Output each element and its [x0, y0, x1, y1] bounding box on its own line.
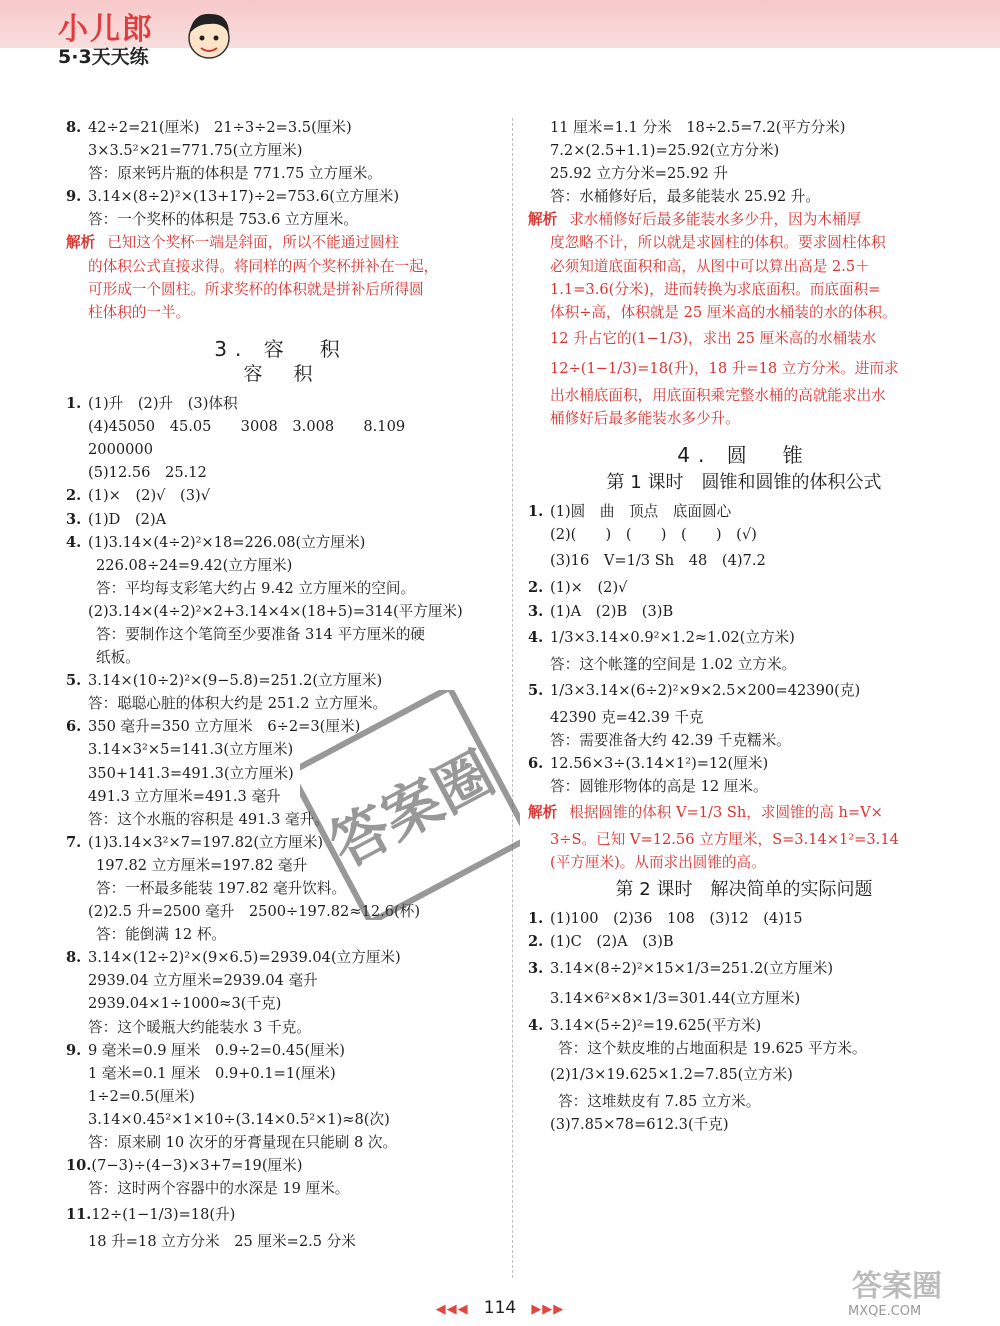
answer-line: [528, 162, 960, 185]
answer-line: [66, 1016, 496, 1039]
answer-line: [66, 969, 496, 992]
line-text: 3.14×(8÷2)²×(13+17)÷2=753.6(立方厘米): [88, 188, 400, 206]
line-text: 3×3.5²×21=771.75(立方厘米): [88, 142, 303, 160]
line-text: 度忽略不计，所以就是求圆柱的体积。要求圆柱体积: [550, 234, 886, 252]
answer-line: [528, 523, 960, 546]
question-number: 1.: [528, 910, 544, 928]
answer-line: [66, 531, 496, 554]
line-text: 3÷S。已知 V=12.56 立方厘米，S=3.14×1²=3.14: [550, 831, 899, 849]
answer-line: [66, 946, 496, 969]
right-column: [528, 116, 960, 1136]
question-number: 10.: [66, 1157, 92, 1175]
line-text: 3.14×(10÷2)²×(9−5.8)=251.2(立方厘米): [88, 672, 383, 690]
left-column: [66, 116, 496, 1253]
answer-line: [66, 1230, 496, 1253]
line-text: 答：原来钙片瓶的体积是 771.75 立方厘米。: [88, 165, 382, 183]
section-title-cone: 4. 圆 锥: [677, 443, 811, 468]
line-text: (2)( ) ( ) ( ) (√): [550, 526, 757, 544]
line-text: 226.08÷24=9.42(立方厘米): [96, 556, 293, 574]
question-number: 4.: [528, 1016, 544, 1034]
line-text: 2000000: [88, 441, 153, 459]
analysis-line: [528, 255, 960, 278]
question-number: 6.: [66, 718, 82, 736]
analysis-line: [528, 231, 960, 254]
line-text: 197.82 立方厘米=197.82 毫升: [96, 856, 308, 874]
brand-logo: [58, 4, 248, 70]
mascot-icon: [183, 6, 235, 64]
line-text: 根据圆锥的体积 V=1/3 Sh，求圆锥的高 h=V×: [569, 804, 883, 822]
analysis-line: [528, 798, 960, 828]
line-text: 可形成一个圆柱。所求奖杯的体积就是拼补后所得圆: [88, 280, 424, 298]
line-text: 出水桶底面积，用底面积乘完整水桶的高就能求出水: [550, 386, 886, 404]
analysis-line: [66, 301, 496, 324]
line-text: 答：一杯最多能装 197.82 毫升饮料。: [96, 880, 347, 897]
line-text: 体积÷高，体积就是 25 厘米高的水桶装的水的体积。: [550, 303, 897, 321]
line-text: 答：这个暖瓶大约能装水 3 千克。: [88, 1018, 311, 1036]
line-text: 25.92 立方分米=25.92 升: [550, 165, 729, 183]
line-text: 3.14×(8÷2)²×15×1/3=251.2(立方厘米): [550, 959, 834, 977]
line-text: (1)A (2)B (3)B: [550, 602, 674, 620]
site-watermark: [848, 1262, 988, 1322]
line-text: 3.14×(5÷2)²=19.625(平方米): [550, 1016, 762, 1034]
analysis-line: [528, 278, 960, 301]
answer-line: [528, 185, 960, 208]
analysis-line: [528, 324, 960, 354]
brand-name: 小儿郎: [58, 12, 154, 47]
line-text: 桶修好后最多能装水多少升。: [550, 409, 740, 427]
answer-line: [66, 1062, 496, 1085]
prev-arrows-icon: ◀◀◀: [435, 1302, 469, 1317]
question-number: 9.: [66, 1041, 82, 1059]
line-text: 答：能倒满 12 杯。: [96, 926, 227, 944]
answer-line: [66, 1154, 496, 1177]
question-number: 1.: [66, 395, 82, 413]
analysis-tag: 解析: [66, 234, 96, 252]
line-text: 350 毫升=350 立方厘米 6÷2=3(厘米): [88, 718, 361, 736]
line-text: (2)3.14×(4÷2)²×2+3.14×4×(18+5)=314(平方厘米): [88, 602, 463, 620]
line-text: 12.56×3÷(3.14×1²)=12(厘米): [550, 754, 769, 772]
question-number: 2.: [528, 579, 544, 597]
right2-lines: [528, 500, 960, 874]
analysis-line: [528, 301, 960, 324]
line-text: 答：需要准备大约 42.39 千克糯米。: [550, 731, 791, 749]
answer-line: [66, 623, 496, 646]
answer-line: [66, 208, 496, 231]
answer-line: [528, 706, 960, 729]
answer-line: [528, 907, 960, 930]
answer-line: [66, 646, 496, 669]
answer-line: [66, 116, 496, 139]
analysis-line: [528, 354, 960, 384]
line-text: 答：要制作这个笔筒至少要准备 314 平方厘米的硬: [96, 625, 426, 643]
question-number: 8.: [66, 119, 82, 136]
analysis-line: [528, 407, 960, 430]
answer-line: [528, 600, 960, 623]
question-number: 9.: [66, 188, 82, 206]
answer-line: [66, 484, 496, 507]
answer-line: [528, 653, 960, 676]
question-number: 5.: [66, 672, 82, 690]
line-text: 1/3×3.14×(6÷2)²×9×2.5×200=42390(克): [550, 681, 861, 699]
question-number: 5.: [528, 681, 544, 699]
question-number: 7.: [66, 833, 82, 851]
answer-line: [66, 577, 496, 600]
watermark-logo-icon: [848, 1262, 988, 1306]
line-text: 3.14×(12÷2)²×(9×6.5)=2939.04(立方厘米): [88, 949, 401, 967]
line-text: (1)× (2)√: [550, 579, 628, 597]
line-text: 答：这个麸皮堆的占地面积是 19.625 平方米。: [558, 1039, 867, 1057]
question-number: 2.: [528, 933, 544, 951]
line-text: 答：这个水瓶的容积是 491.3 毫升。: [88, 810, 329, 828]
answer-line: [66, 669, 496, 692]
question-number: 3.: [66, 510, 82, 528]
answer-line: [66, 162, 496, 185]
line-text: 350+141.3=491.3(立方厘米): [88, 764, 294, 782]
analysis-line: [528, 851, 960, 874]
answer-line: [66, 1131, 496, 1154]
answer-line: [66, 923, 496, 946]
answer-line: [66, 392, 496, 415]
line-text: 已知这个奖杯一端是斜面，所以不能通过圆柱: [107, 234, 400, 252]
answer-line: [66, 1039, 496, 1062]
line-text: 3.14×3²×5=141.3(立方厘米): [88, 741, 294, 759]
line-text: (1)C (2)A (3)B: [550, 933, 674, 951]
answer-line: [66, 1108, 496, 1131]
line-text: 纸板。: [96, 649, 140, 667]
answer-line: [66, 600, 496, 623]
line-text: (1)圆 曲 顶点 底面圆心: [550, 503, 732, 521]
line-text: 1/3×3.14×0.9²×1.2≈1.02(立方米): [550, 628, 795, 646]
answer-line: [66, 438, 496, 461]
line-text: 必须知道底面积和高，从图中可以算出高是 2.5＋: [550, 257, 870, 275]
analysis-line: [66, 255, 496, 278]
line-text: 12÷(1−1/3)=18(升): [91, 1206, 236, 1224]
question-number: 6.: [528, 754, 544, 772]
line-text: (1)3.14×(4÷2)²×18=226.08(立方厘米): [88, 533, 366, 551]
analysis-tag: 解析: [528, 211, 558, 229]
left-lines: [66, 116, 496, 324]
line-text: 答：一个奖杯的体积是 753.6 立方厘米。: [88, 211, 358, 229]
line-text: 答：这堆麸皮有 7.85 立方米。: [558, 1092, 761, 1110]
stamp-watermark: [300, 690, 520, 920]
line-text: (2)1/3×19.625×1.2=7.85(立方米): [550, 1065, 793, 1083]
line-text: (7−3)÷(4−3)×3+7=19(厘米): [91, 1157, 303, 1175]
line-text: 12÷(1−1/3)=18(升)，18 升=18 立方分米。进而求: [550, 359, 899, 377]
lesson-title-2: 第 2 课时 解决简单的实际问题: [615, 879, 873, 901]
watermark-url: MXQE.COM: [848, 1304, 922, 1319]
line-text: 答：这时两个容器中的水深是 19 厘米。: [88, 1180, 350, 1198]
answer-line: [528, 1090, 960, 1113]
answer-line: [66, 461, 496, 484]
answer-line: [528, 500, 960, 523]
line-text: 491.3 立方厘米=491.3 毫升: [88, 787, 281, 805]
analysis-line: [528, 208, 960, 231]
line-text: 2939.04×1÷1000≈3(千克): [88, 995, 282, 1013]
line-text: (3)16 V=1/3 Sh 48 (4)7.2: [550, 552, 766, 570]
line-text: 3.14×0.45²×1×10÷(3.14×0.5²×1)≈8(次): [88, 1110, 390, 1128]
answer-line: [528, 729, 960, 752]
line-text: 42÷2=21(厘米) 21÷3÷2=3.5(厘米): [88, 119, 352, 136]
line-text: 1.1=3.6(分米)，进而转换为求底面积。而底面积=: [550, 280, 881, 298]
lesson-title-1: 第 1 课时 圆锥和圆锥的体积公式: [606, 472, 882, 494]
next-arrows-icon: ▶▶▶: [531, 1302, 565, 1317]
line-text: (2)2.5 升=2500 毫升 2500÷197.82≈12.6(杯): [88, 903, 421, 921]
answer-line: [528, 623, 960, 653]
line-text: 9 毫米=0.9 厘米 0.9÷2=0.45(厘米): [88, 1041, 345, 1059]
line-text: (1)D (2)A: [88, 510, 167, 528]
line-text: 柱体积的一半。: [88, 303, 191, 321]
answer-line: [66, 508, 496, 531]
question-number: 8.: [66, 949, 82, 967]
answer-line: [66, 139, 496, 162]
line-text: 42390 克=42.39 千克: [550, 708, 704, 726]
answer-line: [528, 954, 960, 984]
line-text: (1)100 (2)36 108 (3)12 (4)15: [550, 910, 803, 928]
answer-line: [66, 1200, 496, 1230]
line-text: 答：这个帐篷的空间是 1.02 立方米。: [550, 655, 797, 673]
answer-line: [66, 1085, 496, 1108]
line-text: (4)45050 45.05 3008 3.008 8.109: [88, 418, 406, 436]
stamp-text: 答案圈: [319, 738, 506, 881]
line-text: (平方厘米)。从而求出圆锥的高。: [550, 854, 766, 872]
answer-line: [66, 415, 496, 438]
line-text: 7.2×(2.5+1.1)=25.92(立方分米): [550, 142, 780, 160]
question-number: 2.: [66, 487, 82, 505]
answer-line: [66, 1177, 496, 1200]
line-text: (1)升 (2)升 (3)体积: [88, 395, 238, 413]
line-text: 求水桶修好后最多能装水多少升，因为木桶厚: [569, 211, 862, 229]
question-number: 1.: [528, 503, 544, 521]
analysis-line: [528, 828, 960, 851]
watermark-text: 答案圈: [852, 1269, 942, 1304]
answer-line: [528, 116, 960, 139]
answer-line: [528, 984, 960, 1014]
answer-line: [528, 1037, 960, 1060]
line-text: (1)× (2)√ (3)√: [88, 487, 211, 505]
right-lines: [528, 116, 960, 430]
line-text: (1)3.14×3²×7=197.82(立方厘米): [88, 833, 324, 851]
line-text: 11 厘米=1.1 分米 18÷2.5=7.2(平方分米): [550, 119, 846, 136]
page-number: 114: [483, 1298, 517, 1318]
answer-line: [66, 554, 496, 577]
series-name: 5·3天天练: [58, 46, 149, 68]
line-text: (3)7.85×78=612.3(千克): [550, 1115, 729, 1133]
line-text: (5)12.56 25.12: [88, 464, 207, 482]
line-text: 答：平均每支彩笔大约占 9.42 立方厘米的空间。: [96, 579, 416, 597]
line-text: 12 升占它的(1−1/3)，求出 25 厘米高的水桶装水: [550, 329, 877, 347]
question-number: 3.: [528, 959, 544, 977]
answer-line: [528, 1014, 960, 1037]
line-text: 1 毫米=0.1 厘米 0.9+0.1=1(厘米): [88, 1064, 336, 1082]
analysis-tag: 解析: [528, 804, 558, 822]
analysis-line: [528, 384, 960, 407]
line-text: 3.14×6²×8×1/3=301.44(立方厘米): [550, 989, 801, 1007]
line-text: 的体积公式直接求得。将同样的两个奖杯拼补在一起，: [88, 257, 439, 275]
analysis-line: [66, 231, 496, 254]
question-number: 4.: [528, 628, 544, 646]
section-title-volume: 3. 容 积: [214, 336, 348, 361]
question-number: 11.: [66, 1206, 92, 1224]
answer-line: [528, 546, 960, 576]
answer-line: [528, 676, 960, 706]
line-text: 2939.04 立方厘米=2939.04 毫升: [88, 972, 318, 990]
answer-line: [66, 992, 496, 1015]
answer-line: [528, 1060, 960, 1090]
line-text: 答：聪聪心脏的体积大约是 251.2 立方厘米。: [88, 695, 388, 713]
line-text: 1÷2=0.5(厘米): [88, 1087, 195, 1105]
line-text: 答：圆锥形物体的高是 12 厘米。: [550, 777, 768, 795]
question-number: 4.: [66, 533, 82, 551]
answer-line: [66, 185, 496, 208]
answer-line: [528, 139, 960, 162]
line-text: 18 升=18 立方分米 25 厘米=2.5 分米: [88, 1233, 356, 1251]
line-text: 答：原来刷 10 次牙的牙膏量现在只能刷 8 次。: [88, 1134, 398, 1152]
answer-line: [528, 1113, 960, 1136]
section-subtitle-volume: 容 积: [243, 362, 319, 385]
answer-line: [528, 752, 960, 775]
line-text: 答：水桶修好后，最多能装水 25.92 升。: [550, 188, 820, 206]
question-number: 3.: [528, 602, 544, 620]
answer-line: [528, 775, 960, 798]
analysis-line: [66, 278, 496, 301]
answer-line: [528, 576, 960, 599]
right3-lines: [528, 907, 960, 1136]
answer-line: [528, 930, 960, 953]
